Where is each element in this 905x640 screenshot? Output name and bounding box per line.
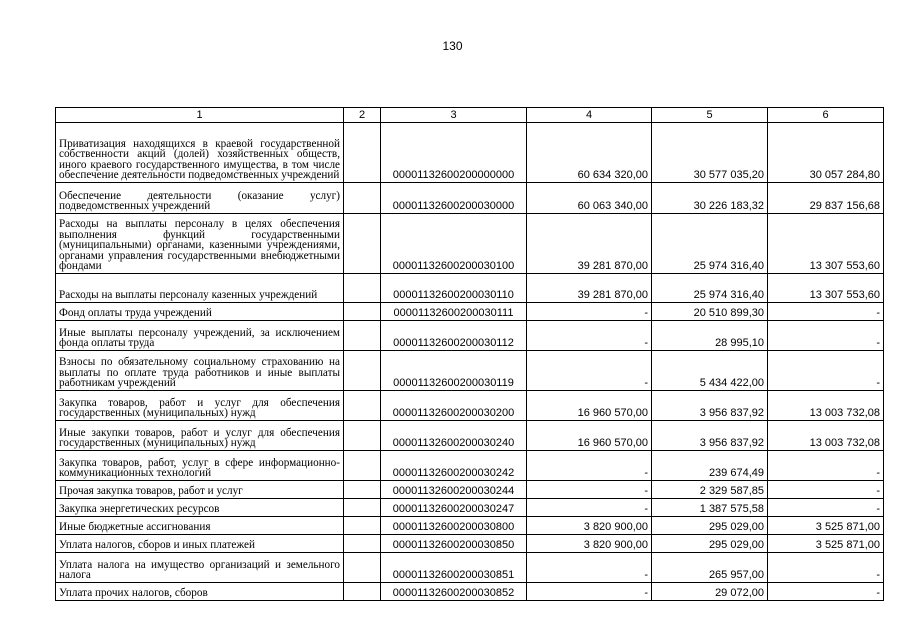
row-value-6: 30 057 284,80 (768, 123, 884, 183)
row-value-5: 1 387 575,58 (652, 499, 768, 517)
row-value-5: 20 510 899,30 (652, 303, 768, 321)
row-col2 (344, 351, 381, 391)
row-value-6: - (768, 553, 884, 583)
row-name: Закупка товаров, работ и услуг для обеспечения государственных (муниципальных) нужд (56, 391, 344, 421)
row-name: Уплата прочих налогов, сборов (56, 583, 344, 601)
row-value-5: 25 974 316,40 (652, 274, 768, 303)
row-value-6: 13 307 553,60 (768, 274, 884, 303)
row-name: Уплата налогов, сборов и иных платежей (56, 535, 344, 553)
header-col-2: 2 (344, 108, 381, 123)
row-value-4: 39 281 870,00 (527, 274, 652, 303)
row-value-5: 3 956 837,92 (652, 421, 768, 451)
table-row (56, 183, 884, 214)
page-number: 130 (442, 39, 463, 53)
row-code: 00001132600200030850 (381, 535, 527, 553)
row-value-4: - (527, 351, 652, 391)
header-col-6: 6 (768, 108, 884, 123)
row-code: 00001132600200030100 (381, 214, 527, 274)
row-col2 (344, 123, 381, 183)
row-value-5: 30 226 183,32 (652, 183, 768, 214)
row-code: 00001132600200030800 (381, 517, 527, 535)
row-value-4: - (527, 303, 652, 321)
row-value-5: 239 674,49 (652, 451, 768, 481)
table-row (56, 517, 884, 535)
row-value-4: - (527, 451, 652, 481)
table-row (56, 535, 884, 553)
row-col2 (344, 183, 381, 214)
row-value-5: 29 072,00 (652, 583, 768, 601)
header-col-1: 1 (56, 108, 344, 123)
row-value-5: 3 956 837,92 (652, 391, 768, 421)
row-code: 00001132600200030000 (381, 183, 527, 214)
table-row (56, 321, 884, 351)
row-value-6: - (768, 303, 884, 321)
row-code: 00001132600200000000 (381, 123, 527, 183)
row-col2 (344, 499, 381, 517)
table-row (56, 214, 884, 274)
header-col-4: 4 (527, 108, 652, 123)
row-value-5: 2 329 587,85 (652, 481, 768, 499)
row-col2 (344, 451, 381, 481)
row-code: 00001132600200030242 (381, 451, 527, 481)
row-value-4: 39 281 870,00 (527, 214, 652, 274)
row-value-6: 13 003 732,08 (768, 391, 884, 421)
row-name: Уплата налога на имущество организаций и земельного налога (56, 553, 344, 583)
row-name: Закупка энергетических ресурсов (56, 499, 344, 517)
row-col2 (344, 321, 381, 351)
table-row (56, 391, 884, 421)
row-code: 00001132600200030244 (381, 481, 527, 499)
row-code: 00001132600200030851 (381, 553, 527, 583)
row-value-6: 3 525 871,00 (768, 535, 884, 553)
row-value-5: 30 577 035,20 (652, 123, 768, 183)
row-name: Приватизация находящихся в краевой государственной собственности акций (долей) хозяйственных обществ, иного краевого государственного имущества, в том числе обеспечение деятельности подведомственных учреждений (56, 123, 344, 183)
header-col-3: 3 (381, 108, 527, 123)
row-name: Прочая закупка товаров, работ и услуг (56, 481, 344, 499)
row-name: Фонд оплаты труда учреждений (56, 303, 344, 321)
table-row (56, 123, 884, 183)
row-col2 (344, 303, 381, 321)
table-row (56, 451, 884, 481)
row-code: 00001132600200030119 (381, 351, 527, 391)
row-value-4: 16 960 570,00 (527, 421, 652, 451)
row-value-4: - (527, 553, 652, 583)
row-name: Взносы по обязательному социальному страхованию на выплаты по оплате труда работников и иные выплаты работникам учреждений (56, 351, 344, 391)
row-value-6: - (768, 451, 884, 481)
table-row (56, 481, 884, 499)
row-col2 (344, 553, 381, 583)
row-name: Расходы на выплаты персоналу в целях обеспечения выполнения функций государственными (муниципальными) органами, казенными учреждениями, органами управления государственными внебюджетными фондами (56, 214, 344, 274)
table-row (56, 421, 884, 451)
row-name: Иные закупки товаров, работ и услуг для обеспечения государственных (муниципальных) нужд (56, 421, 344, 451)
row-col2 (344, 391, 381, 421)
table-row (56, 499, 884, 517)
row-code: 00001132600200030110 (381, 274, 527, 303)
row-value-6: - (768, 351, 884, 391)
table-row (56, 553, 884, 583)
row-name: Закупка товаров, работ, услуг в сфере информационно-коммуникационных технологий (56, 451, 344, 481)
row-value-4: 16 960 570,00 (527, 391, 652, 421)
row-col2 (344, 481, 381, 499)
row-value-4: 3 820 900,00 (527, 535, 652, 553)
row-value-4: - (527, 499, 652, 517)
row-value-5: 295 029,00 (652, 517, 768, 535)
row-value-5: 5 434 422,00 (652, 351, 768, 391)
row-value-6: - (768, 321, 884, 351)
row-name: Иные выплаты персоналу учреждений, за исключением фонда оплаты труда (56, 321, 344, 351)
row-col2 (344, 214, 381, 274)
budget-table (55, 107, 884, 601)
row-col2 (344, 421, 381, 451)
header-col-5: 5 (652, 108, 768, 123)
row-col2 (344, 583, 381, 601)
row-value-5: 295 029,00 (652, 535, 768, 553)
row-value-6: - (768, 583, 884, 601)
row-value-6: 13 003 732,08 (768, 421, 884, 451)
row-col2 (344, 517, 381, 535)
row-value-6: 13 307 553,60 (768, 214, 884, 274)
row-name: Расходы на выплаты персоналу казенных учреждений (56, 274, 344, 303)
row-value-4: - (527, 321, 652, 351)
table-row (56, 583, 884, 601)
row-code: 00001132600200030111 (381, 303, 527, 321)
row-value-4: 60 063 340,00 (527, 183, 652, 214)
row-name: Обеспечение деятельности (оказание услуг) подведомственных учреждений (56, 183, 344, 214)
row-value-5: 28 995,10 (652, 321, 768, 351)
table-row (56, 303, 884, 321)
row-value-6: 29 837 156,68 (768, 183, 884, 214)
row-value-5: 25 974 316,40 (652, 214, 768, 274)
table-header-row (56, 108, 884, 123)
row-value-6: - (768, 481, 884, 499)
table-row (56, 274, 884, 303)
row-code: 00001132600200030112 (381, 321, 527, 351)
row-value-4: - (527, 583, 652, 601)
row-code: 00001132600200030247 (381, 499, 527, 517)
row-value-4: 60 634 320,00 (527, 123, 652, 183)
row-col2 (344, 535, 381, 553)
row-value-4: 3 820 900,00 (527, 517, 652, 535)
row-code: 00001132600200030852 (381, 583, 527, 601)
table-row (56, 351, 884, 391)
row-value-5: 265 957,00 (652, 553, 768, 583)
row-col2 (344, 274, 381, 303)
row-name: Иные бюджетные ассигнования (56, 517, 344, 535)
row-code: 00001132600200030200 (381, 391, 527, 421)
row-value-6: - (768, 499, 884, 517)
row-value-6: 3 525 871,00 (768, 517, 884, 535)
row-code: 00001132600200030240 (381, 421, 527, 451)
row-value-4: - (527, 481, 652, 499)
